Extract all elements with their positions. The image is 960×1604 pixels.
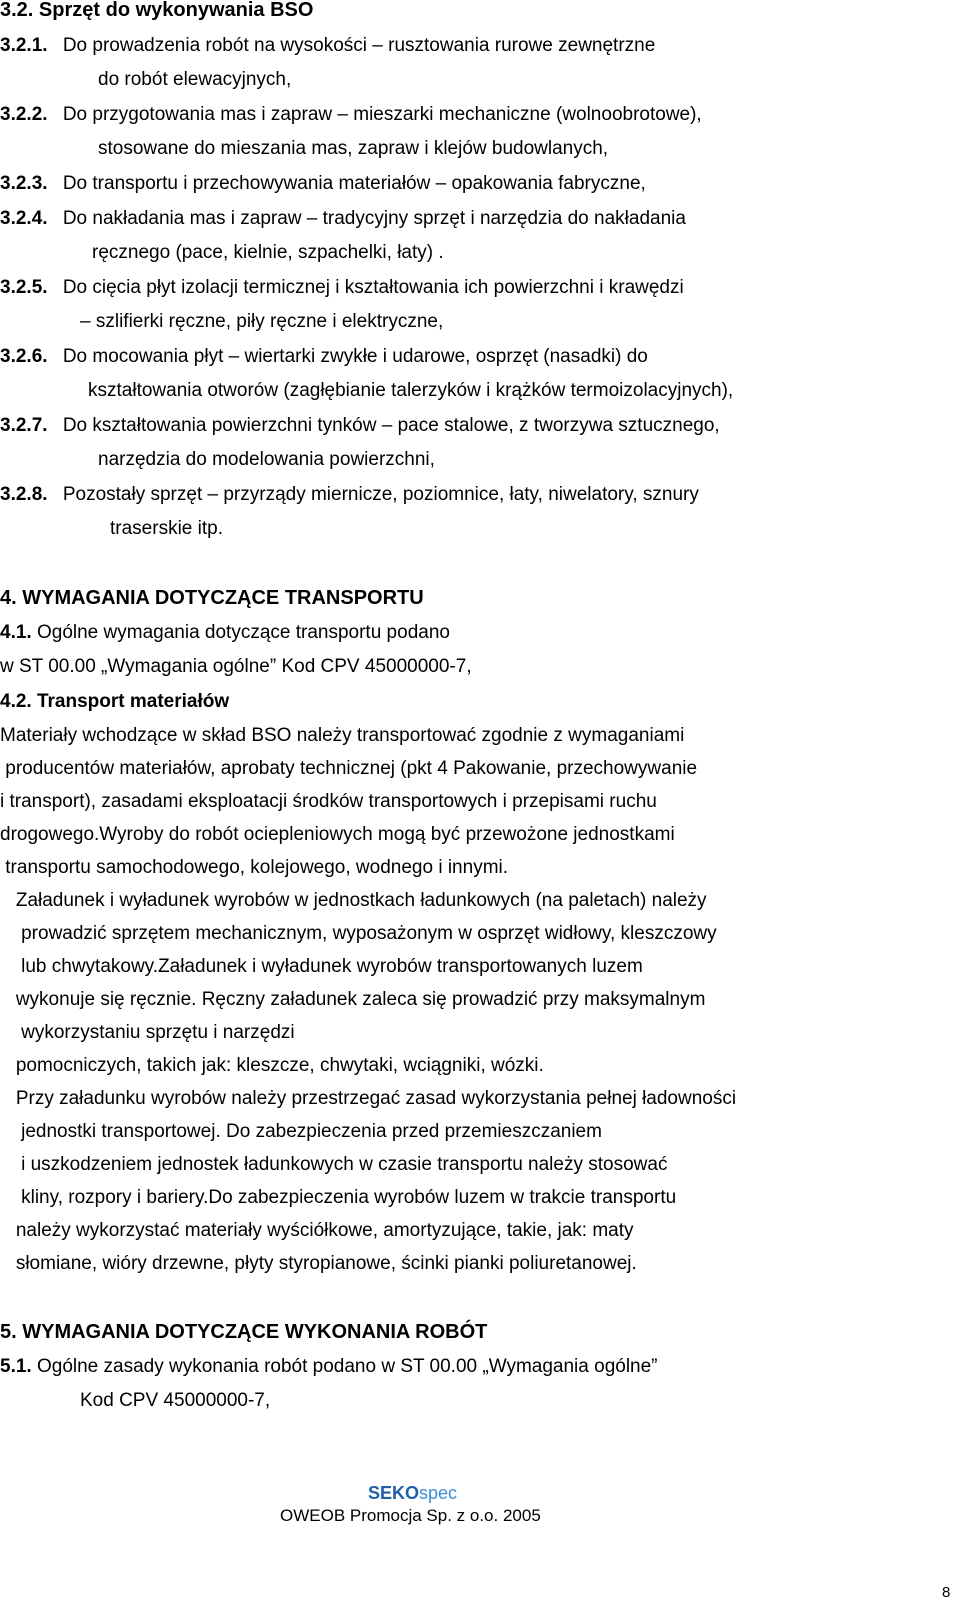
list-item — [0, 172, 646, 196]
paragraph-line: słomiane, wióry drzewne, płyty styropianowe, ścinki pianki poliuretanowej. — [0, 1253, 637, 1274]
item-continuation: ręcznego (pace, kielnie, szpachelki, łaty) . — [92, 242, 444, 263]
section-4-2-title: 4.2. Transport materiałów — [0, 691, 230, 712]
item-text: Do nakładania mas i zapraw – tradycyjny sprzęt i narzędzia do nakładania — [62, 208, 686, 229]
paragraph-line: drogowego.Wyroby do robót ociepleniowych mogą być przewożone jednostkami — [0, 824, 675, 845]
list-item — [0, 34, 655, 58]
section-4-1-continuation: w ST 00.00 „Wymagania ogólne” Kod CPV 45000000-7, — [0, 656, 472, 677]
item-text: Do prowadzenia robót na wysokości – rusztowania rurowe zewnętrzne — [62, 35, 656, 56]
item-continuation: traserskie itp. — [110, 518, 223, 539]
footer-organization: OWEOB Promocja Sp. z o.o. 2005 — [280, 1506, 541, 1525]
paragraph-line: Załadunek i wyładunek wyrobów w jednostkach ładunkowych (na paletach) należy — [0, 890, 707, 911]
section-4-1 — [0, 621, 450, 645]
paragraph-line: jednostki transportowej. Do zabezpieczenia przed przemieszczaniem — [0, 1121, 602, 1142]
item-number: 3.2.6. — [0, 346, 48, 367]
paragraph-line: Przy załadunku wyrobów należy przestrzegać zasad wykorzystania pełnej ładowności — [0, 1088, 737, 1109]
item-continuation: stosowane do mieszania mas, zapraw i klejów budowlanych, — [98, 138, 609, 159]
item-continuation: narzędzia do modelowania powierzchni, — [98, 449, 435, 470]
paragraph-line: transportu samochodowego, kolejowego, wodnego i innymi. — [0, 857, 509, 878]
paragraph-line: należy wykorzystać materiały wyściółkowe, amortyzujące, takie, jak: maty — [0, 1220, 634, 1241]
list-item — [0, 483, 699, 507]
item-number: 3.2.2. — [0, 104, 48, 125]
paragraph-line: i transport), zasadami eksploatacji środków transportowych i przepisami ruchu — [0, 791, 657, 812]
list-item — [0, 345, 648, 369]
paragraph-line: producentów materiałów, aprobaty technicznej (pkt 4 Pakowanie, przechowywanie — [0, 758, 698, 779]
paragraph-line: lub chwytakowy.Załadunek i wyładunek wyrobów transportowanych luzem — [0, 956, 643, 977]
item-text: Pozostały sprzęt – przyrządy miernicze, poziomnice, łaty, niwelatory, sznury — [62, 484, 699, 505]
paragraph-line: kliny, rozpory i bariery.Do zabezpieczenia wyrobów luzem w trakcie transportu — [0, 1187, 677, 1208]
section-5-1-continuation: Kod CPV 45000000-7, — [80, 1390, 271, 1411]
paragraph-line: wykorzystaniu sprzętu i narzędzi — [0, 1022, 295, 1043]
brand-part-1: SEKO — [368, 1483, 420, 1503]
item-text: Do mocowania płyt – wiertarki zwykłe i udarowe, osprzęt (nasadki) do — [62, 346, 648, 367]
list-item — [0, 276, 684, 300]
paragraph-line: pomocniczych, takich jak: kleszcze, chwytaki, wciągniki, wózki. — [0, 1055, 544, 1076]
item-number: 3.2.7. — [0, 415, 48, 436]
item-continuation: – szlifierki ręczne, piły ręczne i elektryczne, — [80, 311, 444, 332]
footer-brand-logo — [368, 1482, 457, 1504]
item-text: Do cięcia płyt izolacji termicznej i kształtowania ich powierzchni i krawędzi — [62, 277, 684, 298]
item-continuation: do robót elewacyjnych, — [98, 69, 292, 90]
list-item — [0, 103, 702, 127]
paragraph-line: Materiały wchodzące w skład BSO należy transportować zgodnie z wymaganiami — [0, 725, 685, 746]
section-3-2-title: 3.2. Sprzęt do wykonywania BSO — [0, 0, 314, 21]
section-text: Ogólne zasady wykonania robót podano w ST 00.00 „Wymagania ogólne” — [31, 1356, 658, 1377]
section-number: 5.1. — [0, 1356, 32, 1377]
item-number: 3.2.3. — [0, 173, 48, 194]
item-continuation: kształtowania otworów (zagłębianie talerzyków i krążków termoizolacyjnych), — [88, 380, 734, 401]
page-number: 8 — [942, 1584, 951, 1601]
section-number: 4.1. — [0, 622, 32, 643]
item-number: 3.2.5. — [0, 277, 48, 298]
item-number: 3.2.8. — [0, 484, 48, 505]
section-5-title: 5. WYMAGANIA DOTYCZĄCE WYKONANIA ROBÓT — [0, 1321, 488, 1343]
list-item — [0, 207, 686, 231]
section-5-1 — [0, 1355, 658, 1379]
item-text: Do przygotowania mas i zapraw – mieszarki mechaniczne (wolnoobrotowe), — [62, 104, 702, 125]
brand-part-2: spec — [419, 1483, 458, 1503]
item-number: 3.2.4. — [0, 208, 48, 229]
list-item — [0, 414, 720, 438]
item-text: Do kształtowania powierzchni tynków – pace stalowe, z tworzywa sztucznego, — [62, 415, 720, 436]
section-4-title: 4. WYMAGANIA DOTYCZĄCE TRANSPORTU — [0, 587, 424, 609]
section-text: Ogólne wymagania dotyczące transportu podano — [31, 622, 450, 643]
paragraph-line: i uszkodzeniem jednostek ładunkowych w czasie transportu należy stosować — [0, 1154, 668, 1175]
item-text: Do transportu i przechowywania materiałów – opakowania fabryczne, — [62, 173, 646, 194]
paragraph-line: prowadzić sprzętem mechanicznym, wyposażonym w osprzęt widłowy, kleszczowy — [0, 923, 717, 944]
item-number: 3.2.1. — [0, 35, 48, 56]
paragraph-line: wykonuje się ręcznie. Ręczny załadunek zaleca się prowadzić przy maksymalnym — [0, 989, 706, 1010]
